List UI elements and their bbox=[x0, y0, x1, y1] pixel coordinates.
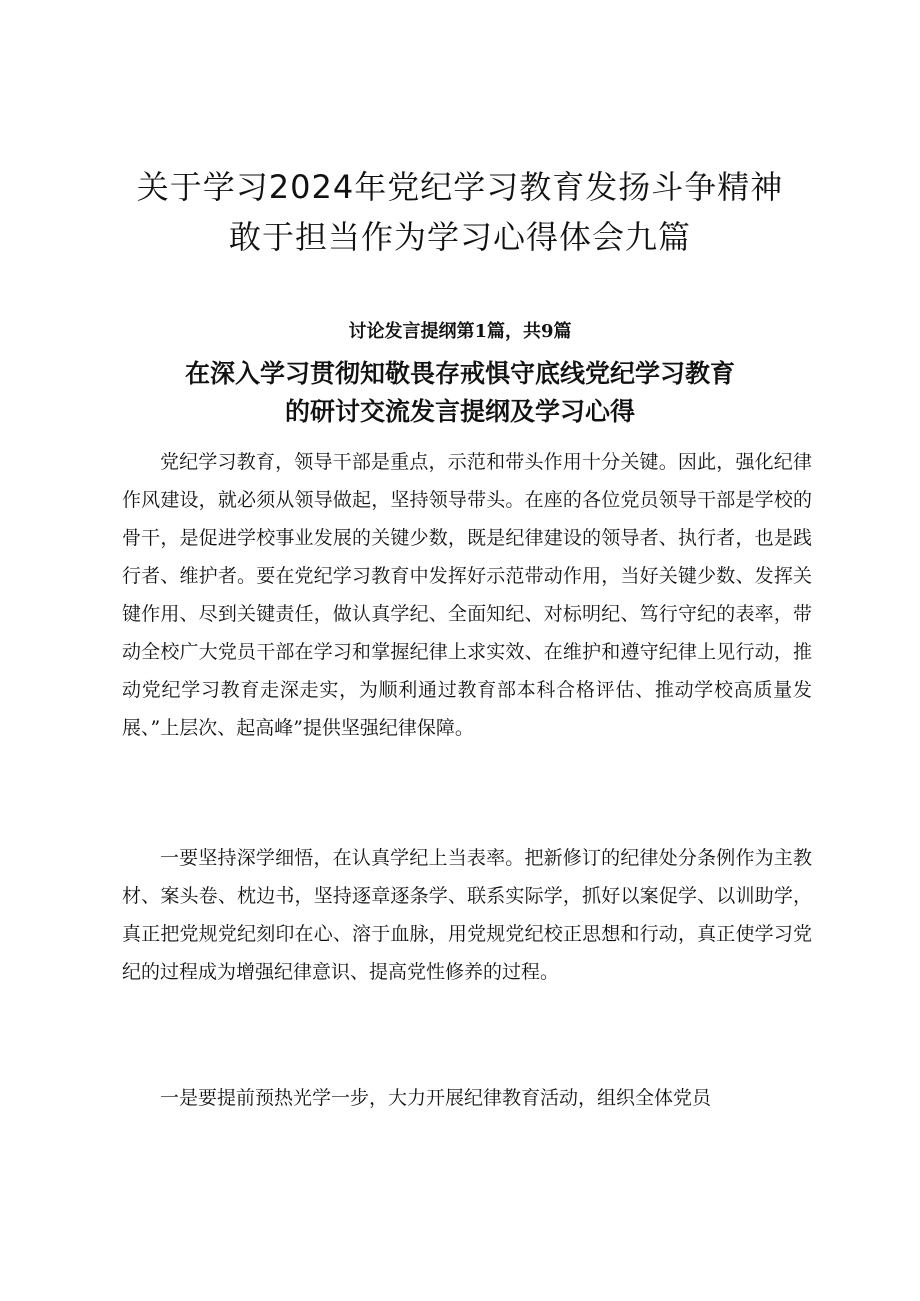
document-title-line-1: 关于学习2024年党纪学习教育发扬斗争精神 bbox=[136, 168, 784, 206]
body-paragraph-3: 一是要提前预热光学一步，大力开展纪律教育活动，组织全体党员 bbox=[160, 1087, 712, 1109]
body-paragraph-2: 一要坚持深学细悟，在认真学纪上当表率。把新修订的纪律处分条例作为主教材、案头卷、枕边书，坚持逐章逐条学、联系实际学，抓好以案促学、以训助学，真正把党规党纪刻印在心、溶于血脉，用党规党纪校正思想和行动，真正使学习党纪的过程成为增强纪律意识、提高党性修养的过程。 bbox=[122, 847, 812, 983]
body-paragraph-1: 党纪学习教育，领导干部是重点，示范和带头作用十分关键。因此，强化纪律作风建设，就必须从领导做起，坚持领导带头。在座的各位党员领导干部是学校的骨干，是促进学校事业发展的关键少数，既是纪律建设的领导者、执行者，也是践行者、维护者。要在党纪学习教育中发挥好示范带动作用，当好关键少数、发挥关键作用、尽到关键责任，做认真学纪、全面知纪、对标明纪、笃行守纪的表率，带动全校广大党员干部在学习和掌握纪律上求实效、在维护和遵守纪律上见行动，推动党纪学习教育走深走实，为顺利通过教育部本科合格评估、推动学校高质量发展、”上层次、起高峰”提供坚强纪律保障。 bbox=[122, 451, 812, 739]
document-title-line-2: 敢于担当作为学习心得体会九篇 bbox=[228, 218, 691, 256]
article-title-line-1: 在深入学习贯彻知敬畏存戒惧守底线党纪学习教育 bbox=[184, 359, 735, 388]
article-title-line-2: 的研讨交流发言提纲及学习心得 bbox=[284, 397, 635, 426]
document-title bbox=[100, 162, 820, 262]
article-title bbox=[110, 355, 810, 431]
section-label: 讨论发言提纲第1篇，共9篇 bbox=[348, 321, 572, 342]
